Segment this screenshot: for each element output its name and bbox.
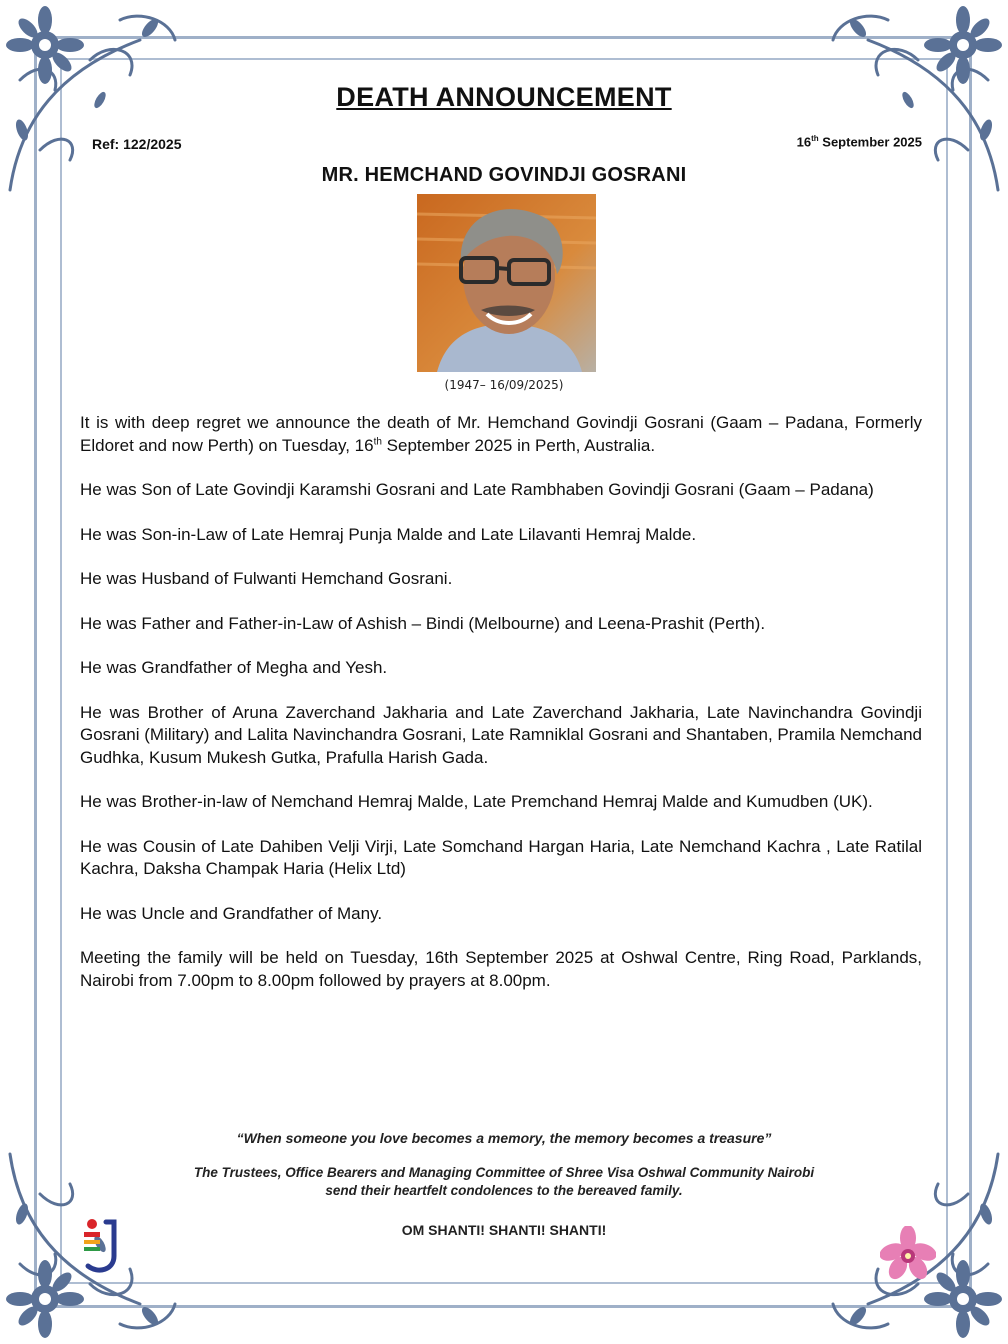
orchid-flower-icon — [880, 1226, 936, 1287]
paragraph-cousins: He was Cousin of Late Dahiben Velji Virji, Late Somchand Hargan Haria, Late Nemchand Kachra , Late Ratilal Kachra, Daksha Champak Haria (Helix Ltd) — [80, 836, 922, 878]
portrait-photo — [417, 194, 596, 372]
paragraph-siblings: He was Brother of Aruna Zaverchand Jakharia and Late Zaverchand Jakharia, Late Navinchandra Govindji Gosrani (Military) and Lalita Navinchandra Gosrani, Late Ramniklal Gosrani and Shantaben, Pramila Nemchand Gudhka, Kusum Mukesh Gutka, Prafulla Harish Gada. — [80, 702, 922, 767]
announcement-date: 16th September 2025 — [796, 134, 922, 150]
condolence-line-1: The Trustees, Office Bearers and Managing Committee of Shree Visa Oshwal Community Nairobi — [193, 1165, 815, 1180]
paragraph-grandchildren: He was Grandfather of Megha and Yesh. — [80, 658, 388, 677]
paragraph-parents: He was Son of Late Govindji Karamshi Gosrani and Late Rambhaben Govindji Gosrani (Gaam – Padana) — [80, 480, 874, 499]
reference-number: Ref: 122/2025 — [92, 136, 182, 152]
om-shanti-text: OM SHANTI! SHANTI! SHANTI! — [401, 1222, 607, 1238]
deceased-name: MR. HEMCHAND GOVINDJI GOSRANI — [321, 164, 687, 186]
condolence-line-2: send their heartfelt condolences to the bereaved family. — [325, 1183, 683, 1198]
paragraph-relatives: He was Uncle and Grandfather of Many. — [80, 903, 383, 923]
paragraph-spouse: He was Husband of Fulwanti Hemchand Gosrani. — [80, 569, 453, 588]
condolence-message — [0, 1164, 1008, 1200]
life-dates: (1947– 16/09/2025) — [444, 378, 564, 392]
paragraph-parents-in-law: He was Son-in-Law of Late Hemraj Punja Malde and Late Lilavanti Hemraj Malde. — [80, 524, 697, 544]
paragraph-children: He was Father and Father-in-Law of Ashish – Bindi (Melbourne) and Leena-Prashit (Perth). — [80, 613, 766, 633]
page-title: DEATH ANNOUNCEMENT — [336, 82, 672, 112]
announcement-body — [80, 412, 922, 1014]
paragraph-meeting: Meeting the family will be held on Tuesday, 16th September 2025 at Oshwal Centre, Ring Road, Parklands, Nairobi from 7.00pm to 8.00pm followed by prayers at 8.00pm. — [80, 948, 922, 990]
memorial-quote: “When someone you love becomes a memory, the memory becomes a treasure” — [236, 1130, 772, 1146]
paragraph-death-notice: It is with deep regret we announce the death of Mr. Hemchand Govindji Gosrani (Gaam – Padana, Formerly Eldoret and now Perth) on Tuesday, 16th September 2025 in Perth, Australia. — [80, 413, 922, 455]
paragraph-siblings-in-law: He was Brother-in-law of Nemchand Hemraj Malde, Late Premchand Hemraj Malde and Kumudben (UK). — [80, 792, 873, 811]
community-logo-icon — [80, 1216, 120, 1281]
